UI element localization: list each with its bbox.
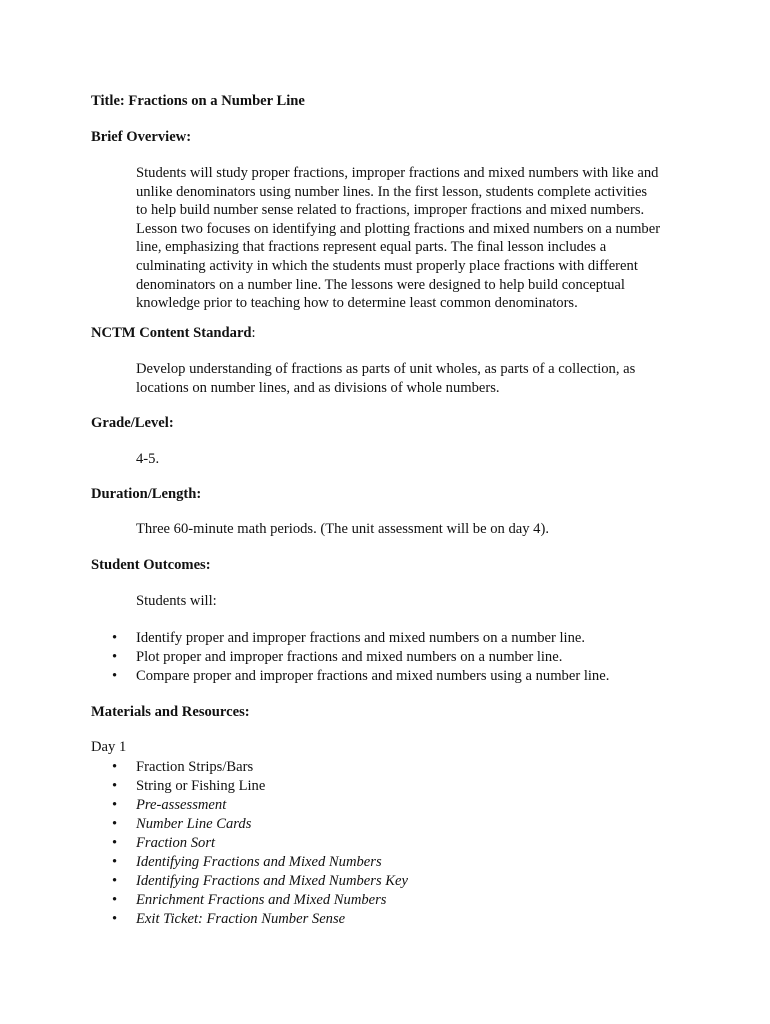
materials-list: [91, 758, 408, 929]
list-item: [91, 891, 408, 910]
standard-paragraph: [136, 360, 635, 397]
overview-heading: Brief Overview:: [91, 129, 192, 145]
list-item: [91, 796, 408, 815]
material-text: Fraction Strips/Bars: [136, 759, 254, 775]
overview-line: to help build number sense related to fractions, improper fractions and mixed numbers.: [136, 202, 645, 219]
standard-line: Develop understanding of fractions as parts of unit wholes, as parts of a collection, as: [136, 361, 636, 377]
overview-paragraph: [136, 164, 660, 313]
overview-line: unlike denominators using number lines. In the first lesson, students complete activities: [136, 183, 648, 200]
document-title: Title: Fractions on a Number Line: [91, 93, 305, 109]
list-item: [91, 758, 408, 777]
bullet-icon: •: [112, 778, 118, 794]
list-item: [91, 648, 609, 667]
bullet-icon: •: [112, 892, 118, 908]
outcome-text: Compare proper and improper fractions and mixed numbers using a number line.: [136, 668, 610, 684]
outcomes-list: [91, 629, 609, 686]
standard-heading-label: NCTM Content Standard: [91, 325, 252, 341]
material-text: Identifying Fractions and Mixed Numbers Key: [136, 873, 408, 889]
bullet-icon: •: [112, 873, 118, 889]
bullet-icon: •: [112, 649, 118, 665]
material-text: Number Line Cards: [136, 816, 252, 832]
list-item: [91, 815, 408, 834]
standard-line: locations on number lines, and as divisions of whole numbers.: [136, 379, 500, 396]
outcomes-heading: Student Outcomes:: [91, 557, 211, 573]
overview-line: knowledge prior to teaching how to determine least common denominators.: [136, 295, 578, 312]
bullet-icon: •: [112, 816, 118, 832]
duration-value: Three 60-minute math periods. (The unit assessment will be on day 4).: [136, 521, 549, 537]
outcome-text: Identify proper and improper fractions and mixed numbers on a number line.: [136, 630, 586, 646]
bullet-icon: •: [112, 911, 118, 927]
overview-line: denominators on a number line. The lessons were designed to help build conceptual: [136, 276, 625, 293]
bullet-icon: •: [112, 630, 118, 646]
list-item: [91, 872, 408, 891]
material-text: Exit Ticket: Fraction Number Sense: [136, 911, 346, 927]
list-item: [91, 910, 408, 929]
bullet-icon: •: [112, 668, 118, 684]
standard-heading-colon: :: [251, 325, 256, 341]
list-item: [91, 667, 609, 686]
bullet-icon: •: [112, 797, 118, 813]
material-text: String or Fishing Line: [136, 778, 266, 794]
material-text: Enrichment Fractions and Mixed Numbers: [136, 892, 387, 908]
list-item: [91, 834, 408, 853]
materials-day-label: Day 1: [91, 739, 127, 755]
bullet-icon: •: [112, 854, 118, 870]
material-text: Pre-assessment: [136, 797, 227, 813]
outcomes-intro: Students will:: [136, 593, 217, 609]
overview-line: culminating activity in which the students must properly place fractions with different: [136, 257, 638, 274]
grade-heading: Grade/Level:: [91, 415, 174, 431]
list-item: [91, 853, 408, 872]
bullet-icon: •: [112, 835, 118, 851]
material-text: Identifying Fractions and Mixed Numbers: [136, 854, 382, 870]
overview-line: Lesson two focuses on identifying and plotting fractions and mixed numbers on a number: [136, 220, 661, 237]
material-text: Fraction Sort: [136, 835, 216, 851]
list-item: [91, 777, 408, 796]
overview-line: line, emphasizing that fractions represent equal parts. The final lesson includes a: [136, 239, 607, 256]
materials-heading: Materials and Resources:: [91, 704, 250, 720]
standard-heading: [91, 325, 256, 342]
overview-line: Students will study proper fractions, improper fractions and mixed numbers with like and: [136, 165, 659, 181]
bullet-icon: •: [112, 759, 118, 775]
outcome-text: Plot proper and improper fractions and mixed numbers on a number line.: [136, 649, 563, 665]
grade-value: 4-5.: [136, 451, 160, 467]
duration-heading: Duration/Length:: [91, 486, 202, 502]
list-item: [91, 629, 609, 648]
